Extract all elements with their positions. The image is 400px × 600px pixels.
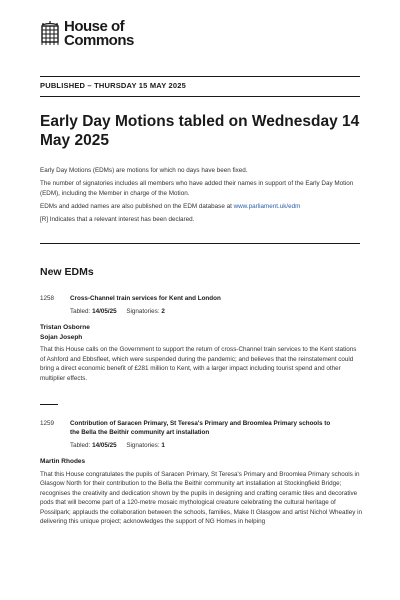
signatories-label: Signatories: — [126, 308, 160, 315]
edm-item — [40, 419, 363, 527]
signatories-label: Signatories: — [126, 442, 160, 449]
edm-item — [40, 294, 360, 383]
edm-number: 1258 — [40, 295, 55, 302]
edm-separator — [40, 404, 58, 405]
house-of-commons-logo — [40, 20, 134, 48]
intro-paragraph-4: [R] Indicates that a relevant interest has been declared. — [40, 215, 195, 223]
section-title: New EDMs — [40, 266, 94, 278]
sponsor-name: Sojan Joseph — [40, 333, 83, 341]
sponsor-name: Martin Rhodes — [40, 458, 86, 465]
intro-paragraph-3 — [40, 202, 360, 212]
intro-paragraph-3-text: EDMs and added names are also published on the EDM database at — [40, 202, 234, 210]
section-divider — [40, 243, 360, 244]
published-date: PUBLISHED – THURSDAY 15 MAY 2025 — [40, 81, 187, 90]
tabled-label: Tabled: — [70, 442, 91, 449]
edm-meta — [70, 308, 360, 315]
edm-text: That this House congratulates the pupils of Saracen Primary, St Teresa's Primary and Broomlea Primary schools in Glasgow North for their contribution to the Bella the Beithir community art installation at Stockingfield Bridge; recognises the creativity and dedication shown by the pupils in designing and crafting ceramic tiles and decorative pods that will become part of a 120-metre mosaic mythological creature celebrating the cultural heritage of Possilpark; applauds the collaboration between the schools, families, Make It Glasgow and artist Nichol Wheatley in delivering this unique project; acknowledges the support of NG Homes in helping — [40, 470, 363, 526]
tabled-date: 14/05/25 — [92, 442, 117, 449]
logo-line-2: Commons — [64, 32, 134, 49]
intro-paragraph-1: Early Day Motions (EDMs) are motions for which no days have been fixed. — [40, 167, 248, 174]
edm-title: Contribution of Saracen Primary, St Teresa's Primary and Broomlea Primary schools to the Bella the Beithir community art installation — [70, 420, 331, 436]
edm-text: That this House calls on the Government to support the return of cross-Channel train services to the Kent stations of Ashford and Ebbsfleet, which were suspended during the pandemic; and believes that the reinstatement could bring a direct economic benefit of £281 million to Kent, with a larger impact including tourist spend and other multiplier effects. — [40, 346, 357, 382]
edm-meta — [70, 442, 360, 449]
portcullis-icon — [40, 21, 60, 47]
edm-number: 1259 — [40, 420, 55, 427]
published-divider — [40, 96, 360, 97]
sponsor-name: Tristan Osborne — [40, 324, 90, 331]
intro-paragraph-2: The number of signatories includes all members who have added their names in support of the Early Day Motion (EDM), including the Member in charge of the Motion. — [40, 180, 354, 197]
signatories-count: 2 — [161, 308, 165, 315]
signatories-count: 1 — [161, 442, 165, 449]
edm-sponsors — [40, 323, 360, 342]
logo-line-1: House of — [64, 18, 125, 35]
tabled-date: 14/05/25 — [92, 308, 117, 315]
edm-database-link[interactable]: www.parliament.uk/edm — [233, 202, 301, 210]
edm-sponsors — [40, 457, 360, 467]
page-title: Early Day Motions tabled on Wednesday 14 May 2025 — [40, 113, 360, 149]
intro-text — [40, 166, 360, 228]
tabled-label: Tabled: — [70, 308, 91, 315]
top-divider — [40, 76, 360, 77]
edm-title: Cross-Channel train services for Kent and London — [70, 295, 221, 302]
